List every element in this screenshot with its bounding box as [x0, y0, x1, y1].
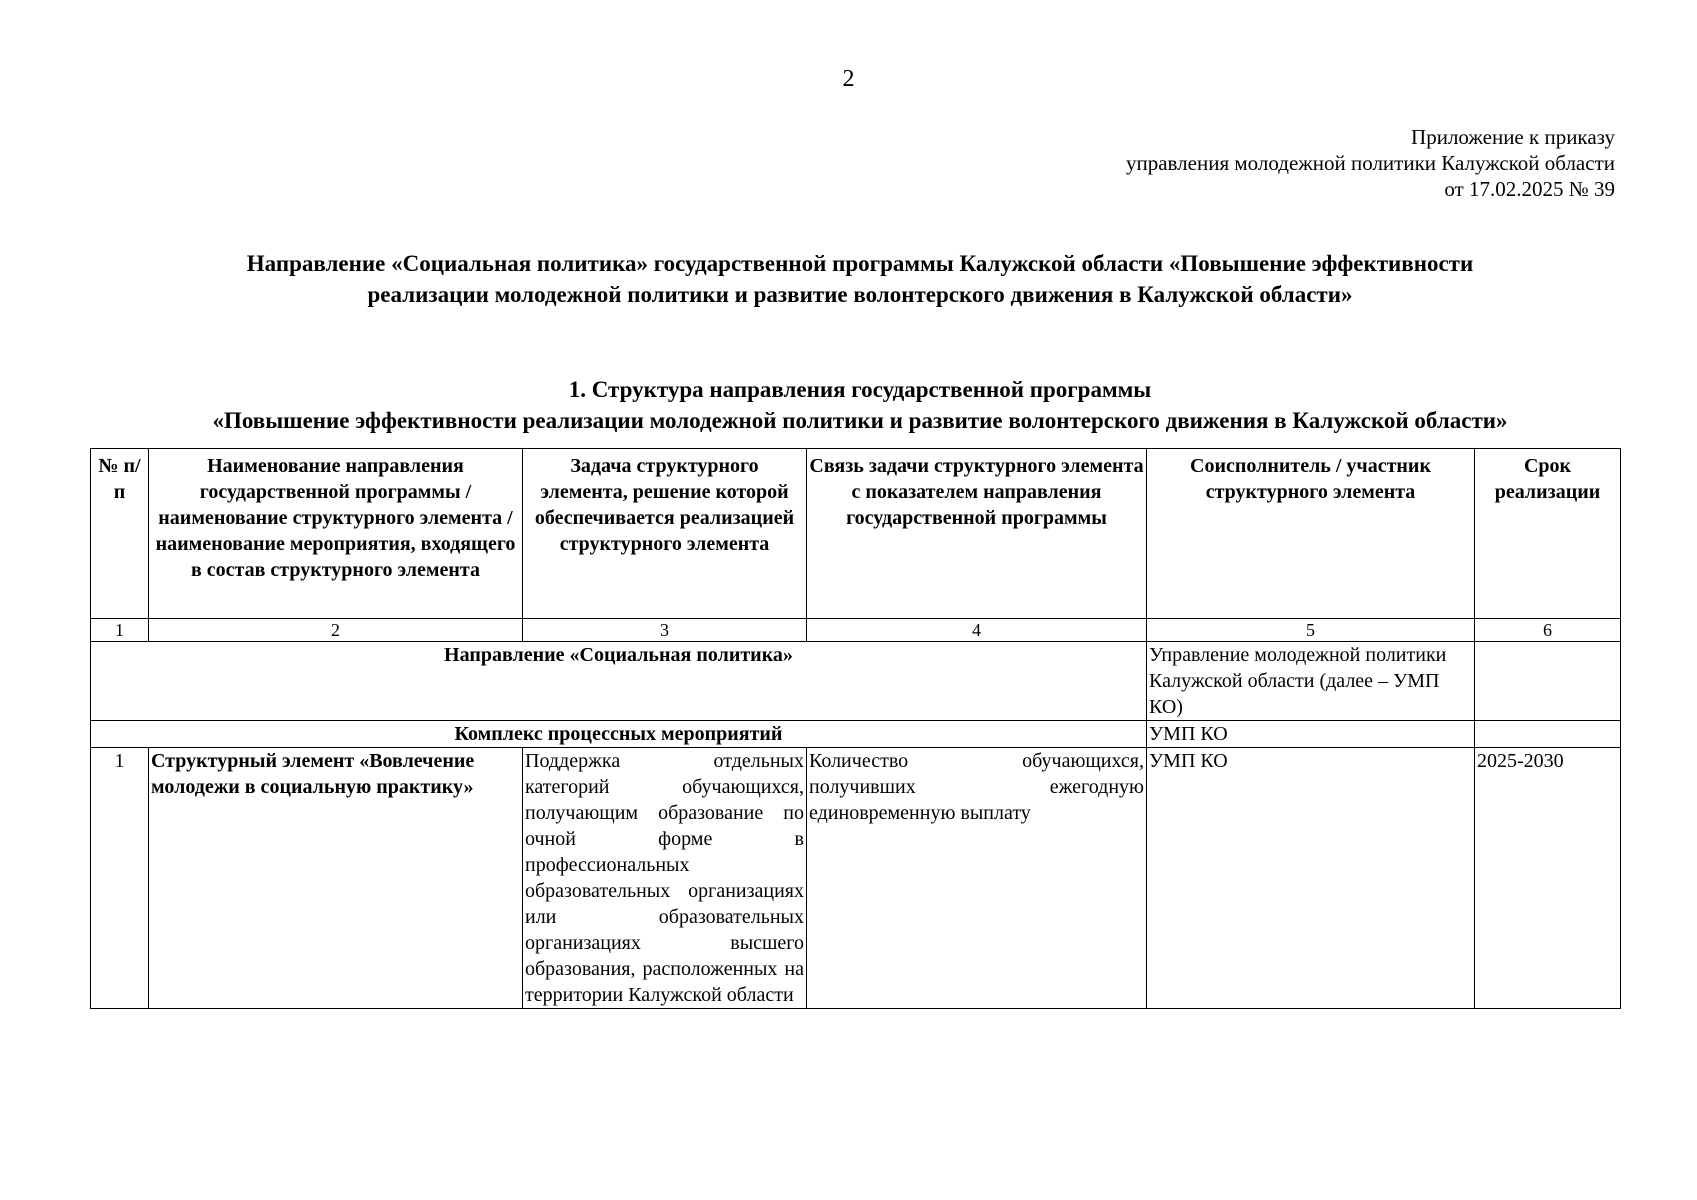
header-cell-name: Наименование направления государственной программы / наименование структурного элемента / наименование мероприятия, входящего в состав структурного элемента: [149, 449, 523, 619]
column-number: 6: [1475, 619, 1621, 642]
direction-term: [1475, 642, 1621, 721]
appendix-note: [1126, 124, 1615, 202]
appendix-line-3: от 17.02.2025 № 39: [1444, 177, 1615, 201]
row-term: 2025-2030: [1475, 748, 1621, 1009]
section-title: [60, 374, 1660, 436]
table-header-row: [91, 449, 1621, 619]
column-number-row: [91, 619, 1621, 642]
document-title-line-1: Направление «Социальная политика» государственной программы Калужской области «Повышение эффективности: [246, 251, 1474, 276]
column-number: 2: [149, 619, 523, 642]
complex-term: [1475, 721, 1621, 748]
page-number: 2: [842, 66, 855, 92]
complex-row: [91, 721, 1621, 748]
appendix-line-1: Приложение к приказу: [1411, 125, 1615, 149]
row-number: 1: [91, 748, 149, 1009]
header-cell-task: Задача структурного элемента, решение которой обеспечивается реализацией структурного элемента: [523, 449, 807, 619]
header-cell-link: Связь задачи структурного элемента с показателем направления государственной программы: [807, 449, 1147, 619]
document-title-line-2: реализации молодежной политики и развитие волонтерского движения в Калужской области»: [367, 282, 1353, 307]
row-structural-element: Структурный элемент «Вовлечение молодежи в социальную практику»: [149, 748, 523, 1009]
appendix-line-2: управления молодежной политики Калужской области: [1125, 151, 1615, 175]
row-executor: УМП КО: [1147, 748, 1475, 1009]
direction-label: Направление «Социальная политика»: [91, 642, 1147, 721]
row-task: Поддержка отдельных категорий обучающихся, получающим образование по очной форме в профессиональных образовательных организациях или образовательных организациях высшего образования, расположенных на территории Калужской области: [523, 748, 807, 1009]
direction-executor: Управление молодежной политики Калужской области (далее – УМП КО): [1147, 642, 1475, 721]
header-cell-executor: Соисполнитель / участник структурного элемента: [1147, 449, 1475, 619]
column-number: 5: [1147, 619, 1475, 642]
direction-row: [91, 642, 1621, 721]
document-title: [60, 248, 1660, 310]
header-cell-number: № п/п: [91, 449, 149, 619]
row-indicator-link: Количество обучающихся, получивших ежегодную единовременную выплату: [807, 748, 1147, 1009]
header-cell-term: Срок реализации: [1475, 449, 1621, 619]
structure-table: [90, 448, 1621, 1009]
section-title-line-2: «Повышение эффективности реализации молодежной политики и развитие волонтерского движения в Калужской области»: [212, 408, 1508, 433]
section-title-line-1: 1. Структура направления государственной программы: [568, 377, 1152, 402]
column-number: 4: [807, 619, 1147, 642]
complex-label: Комплекс процессных мероприятий: [91, 721, 1147, 748]
column-number: 3: [523, 619, 807, 642]
column-number: 1: [91, 619, 149, 642]
table-row: [91, 748, 1621, 1009]
complex-executor: УМП КО: [1147, 721, 1475, 748]
